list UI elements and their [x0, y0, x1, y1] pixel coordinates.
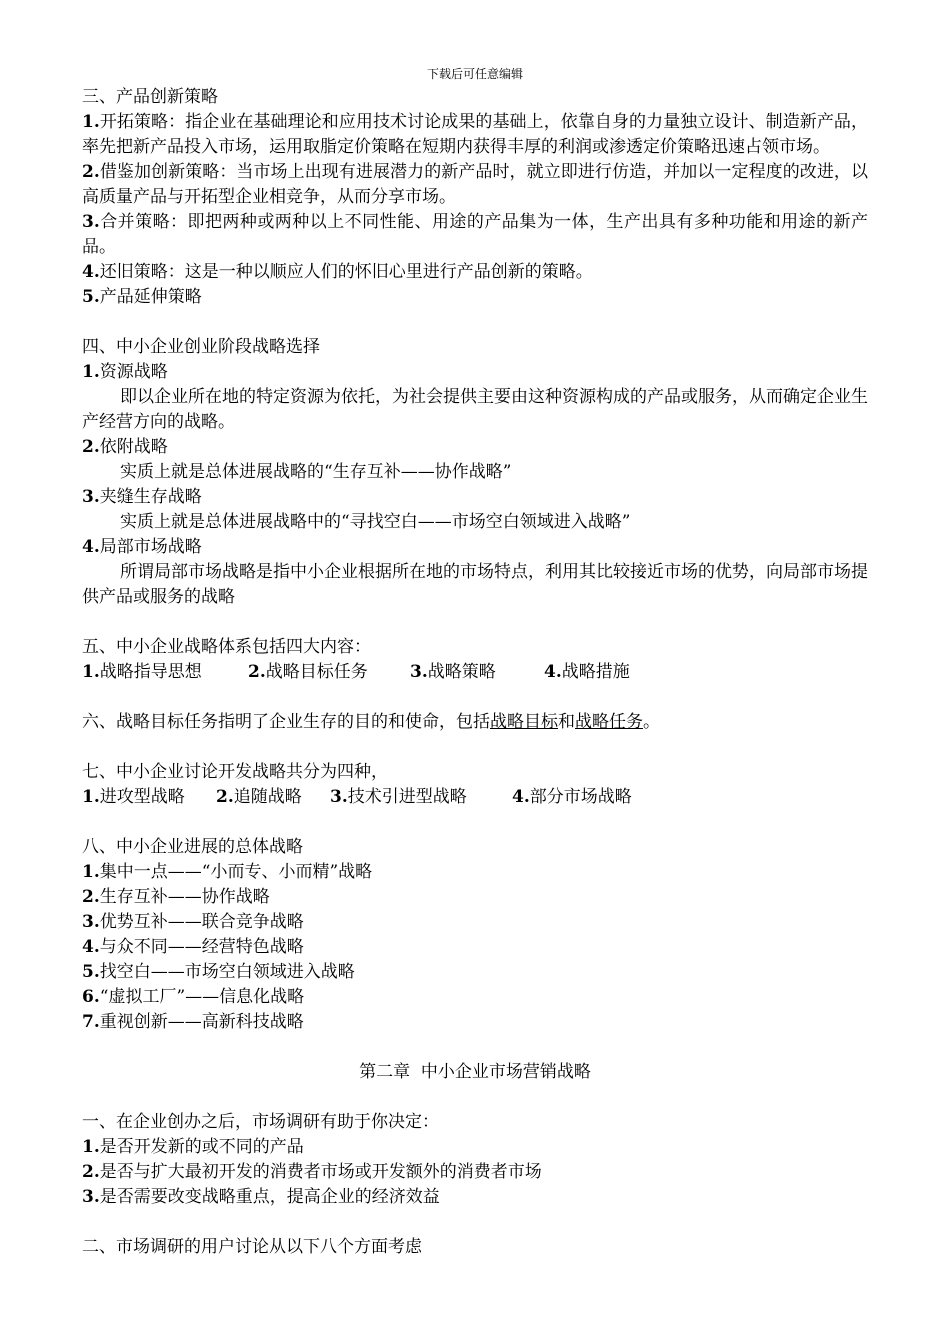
s3-item-5: [82, 285, 868, 310]
section-7-title: 七、中小企业讨论开发战略共分为四种，: [82, 762, 388, 782]
item-text: 战略措施: [561, 662, 630, 682]
item-number: 4.: [82, 937, 100, 957]
c1-item-2: [82, 1160, 868, 1185]
s4-item-2: [82, 435, 868, 460]
item-text: 资源战略: [99, 362, 168, 382]
item-number: 7.: [82, 1012, 100, 1032]
item-number: 2.: [82, 1162, 100, 1182]
item-number: 3.: [82, 1187, 100, 1207]
spacer: [82, 735, 868, 760]
s5-item-2: [248, 660, 410, 685]
s8-item-1: [82, 860, 868, 885]
item-text: 集中一点——“小而专、小而精”战略: [99, 862, 373, 882]
item-number: 1.: [82, 112, 100, 132]
s4-item-1: [82, 360, 868, 385]
s4-item-3: [82, 485, 868, 510]
s7-item-2: [216, 785, 330, 810]
s8-item-4: [82, 935, 868, 960]
page-header: 下载后可任意编辑: [426, 67, 523, 81]
item-text: 合并策略：即把两种或两种以上不同性能、用途的产品集为一体，生产出具有多种功能和用途的新产品。: [82, 212, 868, 257]
item-text: 追随战略: [233, 787, 302, 807]
spacer: [82, 1210, 868, 1235]
item-text: 生存互补——协作战略: [99, 887, 270, 907]
s8-item-3: [82, 910, 868, 935]
section-8-title: 八、中小企业进展的总体战略: [82, 837, 303, 857]
s7-item-4: [512, 785, 632, 810]
spacer: [82, 310, 868, 335]
s8-item-7: [82, 1010, 868, 1035]
section-4-title: 四、中小企业创业阶段战略选择: [82, 337, 320, 357]
s4-item-3-desc: 实质上就是总体进展战略中的“寻找空白——市场空白领域进入战略”: [120, 512, 631, 532]
s4-item-2-desc: 实质上就是总体进展战略的“生存互补——协作战略”: [120, 462, 512, 482]
item-number: 2.: [82, 162, 100, 182]
spacer: [82, 810, 868, 835]
item-number: 3.: [330, 787, 348, 807]
item-text: 战略目标任务: [265, 662, 368, 682]
c1-item-3: [82, 1185, 868, 1210]
chapter2-section-1-title: 一、在企业创办之后，市场调研有助于你决定：: [82, 1112, 439, 1132]
s7-item-1: [82, 785, 216, 810]
item-text: 产品延伸策略: [99, 287, 202, 307]
item-text: 进攻型战略: [99, 787, 185, 807]
item-text: 依附战略: [99, 437, 168, 457]
item-number: 4.: [544, 662, 562, 682]
document-body: [82, 85, 868, 1260]
chapter2-section-2-title: 二、市场调研的用户讨论从以下八个方面考虑: [82, 1237, 422, 1257]
item-number: 5.: [82, 962, 100, 982]
chapter-title: 第二章 中小企业市场营销战略: [359, 1062, 591, 1082]
s5-item-3: [410, 660, 544, 685]
item-number: 3.: [82, 487, 100, 507]
s3-item-1: [82, 110, 868, 160]
s4-item-4: [82, 535, 868, 560]
spacer: [82, 685, 868, 710]
item-number: 1.: [82, 662, 100, 682]
item-number: 4.: [512, 787, 530, 807]
s6-term-strategic-goal: 战略目标: [490, 712, 558, 732]
item-number: 3.: [82, 212, 100, 232]
item-text: 重视创新——高新科技战略: [99, 1012, 304, 1032]
section-5-title: 五、中小企业战略体系包括四大内容：: [82, 637, 371, 657]
item-number: 3.: [82, 912, 100, 932]
s5-item-4: [544, 660, 630, 685]
s3-item-2: [82, 160, 868, 210]
item-number: 3.: [410, 662, 428, 682]
spacer: [82, 610, 868, 635]
item-number: 2.: [82, 437, 100, 457]
s8-item-2: [82, 885, 868, 910]
spacer: [82, 1085, 868, 1110]
item-text: 局部市场战略: [99, 537, 202, 557]
c1-item-1: [82, 1135, 868, 1160]
s6-mid: 和: [558, 712, 575, 732]
s5-item-1: [82, 660, 248, 685]
spacer: [82, 1035, 868, 1060]
item-text: 还旧策略：这是一种以顺应人们的怀旧心里进行产品创新的策略。: [99, 262, 593, 282]
section-3-title: 三、产品创新策略: [82, 87, 218, 107]
s3-item-4: [82, 260, 868, 285]
s7-item-3: [330, 785, 512, 810]
s7-items-row: [82, 785, 868, 810]
item-text: “虚拟工厂”——信息化战略: [99, 987, 305, 1007]
s8-item-6: [82, 985, 868, 1010]
s6-term-strategic-task: 战略任务: [575, 712, 643, 732]
s3-item-3: [82, 210, 868, 260]
item-text: 战略指导思想: [99, 662, 202, 682]
section-6-paragraph: [82, 710, 868, 735]
item-text: 借鉴加创新策略：当市场上出现有进展潜力的新产品时，就立即进行仿造，并加以一定程度的改进，以高质量产品与开拓型企业相竞争，从而分享市场。: [82, 162, 868, 207]
item-text: 是否开发新的或不同的产品: [99, 1137, 304, 1157]
item-text: 战略策略: [427, 662, 496, 682]
item-number: 4.: [82, 537, 100, 557]
item-number: 1.: [82, 787, 100, 807]
item-number: 1.: [82, 362, 100, 382]
item-text: 技术引进型战略: [347, 787, 467, 807]
item-text: 与众不同——经营特色战略: [99, 937, 304, 957]
s5-items-row: [82, 660, 868, 685]
item-number: 1.: [82, 862, 100, 882]
item-number: 1.: [82, 1137, 100, 1157]
item-number: 6.: [82, 987, 100, 1007]
item-number: 4.: [82, 262, 100, 282]
item-text: 夹缝生存战略: [99, 487, 202, 507]
item-number: 2.: [248, 662, 266, 682]
s6-lead: 六、战略目标任务指明了企业生存的目的和使命，包括: [82, 712, 490, 732]
item-text: 找空白——市场空白领域进入战略: [99, 962, 355, 982]
s8-item-5: [82, 960, 868, 985]
item-number: 2.: [216, 787, 234, 807]
item-text: 开拓策略：指企业在基础理论和应用技术讨论成果的基础上，依靠自身的力量独立设计、制造新产品，率先把新产品投入市场，运用取脂定价策略在短期内获得丰厚的利润或渗透定价策略迅速占领市场。: [82, 112, 868, 157]
item-number: 5.: [82, 287, 100, 307]
item-text: 部分市场战略: [529, 787, 632, 807]
item-text: 优势互补——联合竞争战略: [99, 912, 304, 932]
s6-end: 。: [643, 712, 660, 732]
item-text: 是否需要改变战略重点，提高企业的经济效益: [99, 1187, 440, 1207]
item-text: 是否与扩大最初开发的消费者市场或开发额外的消费者市场: [99, 1162, 542, 1182]
item-number: 2.: [82, 887, 100, 907]
s4-item-4-desc: 所谓局部市场战略是指中小企业根据所在地的市场特点，利用其比较接近市场的优势，向局部市场提供产品或服务的战略: [82, 562, 868, 607]
s4-item-1-desc: 即以企业所在地的特定资源为依托，为社会提供主要由这种资源构成的产品或服务，从而确定企业生产经营方向的战略。: [82, 387, 868, 432]
